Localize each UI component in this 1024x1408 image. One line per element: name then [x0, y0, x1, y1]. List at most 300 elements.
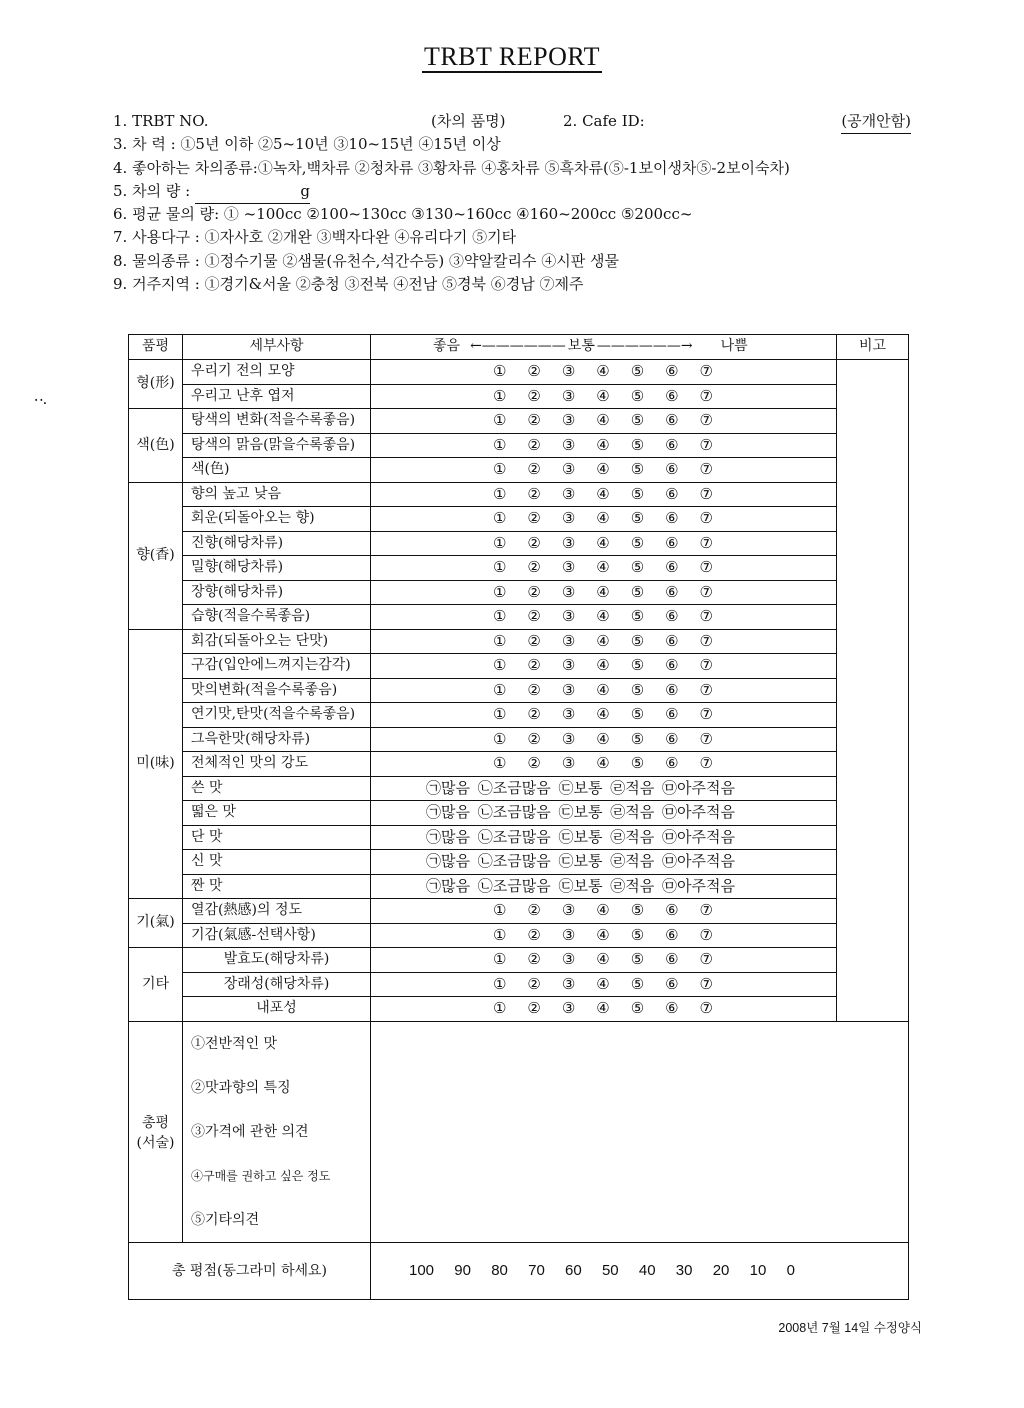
header-category: 품평 — [129, 335, 183, 360]
rating-option[interactable]: ⑤ — [630, 460, 645, 478]
table-row — [129, 580, 909, 605]
table-row — [129, 948, 909, 973]
table-header — [129, 335, 909, 360]
rating-option[interactable]: ② — [527, 925, 541, 944]
rating-options — [493, 507, 713, 531]
item-label: 단 맛 — [183, 825, 371, 850]
table-row — [129, 433, 909, 458]
intensity-options[interactable]: ㉠많음 ㉡조금많음 ㉢보통 ㉣적음 ㉤아주적음 — [426, 876, 735, 895]
item-label: 맛의변화(적을수록좋음) — [183, 678, 371, 703]
rating-option[interactable]: ④ — [596, 582, 610, 601]
header-bad: 나쁨 — [720, 338, 748, 355]
header-note: 비고 — [837, 335, 909, 360]
rating-option[interactable]: ② — [527, 386, 541, 405]
rating-option[interactable]: ④ — [596, 411, 610, 429]
rating-option[interactable]: ④ — [596, 607, 610, 625]
table-row — [129, 654, 909, 679]
score-option[interactable]: 80 — [491, 1261, 508, 1279]
rating-scale[interactable] — [371, 703, 837, 728]
header-detail: 세부사항 — [183, 335, 371, 360]
rating-option[interactable]: ① — [493, 656, 507, 674]
rating-option[interactable]: ⑥ — [665, 705, 679, 723]
rating-option[interactable]: ④ — [596, 386, 610, 405]
rating-option[interactable]: ④ — [596, 705, 610, 723]
rating-scale[interactable] — [371, 923, 837, 948]
rating-option[interactable]: ③ — [561, 484, 576, 503]
rating-scale[interactable] — [371, 384, 837, 409]
rating-options — [493, 924, 713, 948]
rating-scale[interactable] — [371, 678, 837, 703]
rating-option[interactable]: ⑦ — [699, 435, 713, 454]
category-qi: 기(氣) — [129, 899, 183, 948]
rating-option[interactable]: ④ — [596, 950, 610, 968]
rating-option[interactable]: ⑥ — [665, 729, 679, 748]
rating-option[interactable]: ⑥ — [665, 435, 679, 454]
tea-name-label: (차의 품명) — [431, 112, 506, 130]
category-summary — [129, 1021, 183, 1242]
rating-option[interactable]: ⑦ — [699, 705, 713, 723]
rating-option[interactable]: ④ — [596, 460, 610, 478]
rating-option[interactable]: ② — [527, 754, 541, 772]
rating-option[interactable]: ③ — [561, 411, 576, 429]
rating-option[interactable]: ① — [493, 607, 507, 625]
rating-scale[interactable] — [371, 899, 837, 924]
rating-option[interactable]: ④ — [596, 680, 610, 699]
table-row — [129, 997, 909, 1022]
rating-option[interactable]: ⑥ — [665, 974, 679, 993]
rating-option[interactable]: ⑦ — [699, 460, 713, 478]
rating-option[interactable]: ⑥ — [665, 901, 679, 919]
rating-option[interactable]: ② — [527, 656, 541, 674]
rating-options — [493, 973, 713, 997]
rating-option[interactable]: ⑦ — [699, 386, 713, 405]
info-line-8: 8. 물의종류 : ①정수기물 ②샘물(유천수,석간수등) ③약알칼리수 ④시판 생물 — [113, 251, 619, 270]
rating-option[interactable]: ③ — [561, 558, 576, 576]
rating-option[interactable]: ② — [527, 901, 541, 919]
table-row — [129, 629, 909, 654]
rating-option[interactable]: ② — [527, 582, 541, 601]
rating-option[interactable]: ⑤ — [630, 411, 645, 429]
rating-option[interactable]: ③ — [561, 631, 576, 650]
info-line-3: 3. 차 력 : ①5년 이하 ②5~10년 ③10~15년 ④15년 이상 — [113, 135, 501, 154]
item-label: 탕색의 맑음(맑을수록좋음) — [183, 433, 371, 458]
rating-option[interactable]: ② — [527, 411, 541, 429]
rating-option[interactable]: ③ — [561, 656, 576, 674]
item-label: 그윽한맛(해당차류) — [183, 727, 371, 752]
table-row — [129, 556, 909, 581]
rating-option[interactable]: ② — [527, 607, 541, 625]
score-option[interactable]: 0 — [786, 1261, 795, 1279]
cafe-id-label: 2. Cafe ID: — [563, 112, 645, 130]
summary-row — [129, 1021, 909, 1066]
item-label: 짠 맛 — [183, 874, 371, 899]
note-column[interactable] — [837, 360, 909, 1022]
rating-option[interactable]: ③ — [561, 999, 576, 1017]
rating-option[interactable]: ③ — [561, 729, 576, 748]
item-label: 구감(입안에느껴지는감각) — [183, 654, 371, 679]
rating-options — [493, 458, 713, 482]
rating-option[interactable]: ④ — [596, 435, 610, 454]
category-color: 색(色) — [129, 409, 183, 483]
rating-option[interactable]: ④ — [596, 754, 610, 772]
rating-options — [493, 385, 713, 409]
rating-option[interactable]: ④ — [596, 999, 610, 1017]
rating-option[interactable]: ⑥ — [665, 558, 679, 576]
info-line-6: 6. 평균 물의 량: ① ~100cc ②100~130cc ③130~160cc ④160~200cc ⑤200cc~ — [113, 205, 693, 224]
rating-option[interactable]: ① — [493, 460, 507, 478]
rating-option[interactable]: ⑦ — [699, 950, 713, 968]
rating-option[interactable]: ⑥ — [665, 950, 679, 968]
rating-scale[interactable] — [371, 629, 837, 654]
rating-scale[interactable] — [371, 972, 837, 997]
item-label: 습향(적을수록좋음) — [183, 605, 371, 630]
item-label: 우리기 전의 모양 — [183, 360, 371, 385]
rating-option[interactable]: ④ — [596, 925, 610, 944]
table-row — [129, 605, 909, 630]
rating-option[interactable]: ① — [493, 484, 507, 503]
item-label: 진향(해당차류) — [183, 531, 371, 556]
rating-scale[interactable] — [371, 727, 837, 752]
table-row — [129, 752, 909, 777]
rating-option[interactable]: ③ — [561, 582, 576, 601]
intensity-options[interactable]: ㉠많음 ㉡조금많음 ㉢보통 ㉣적음 ㉤아주적음 — [426, 778, 735, 797]
rating-option[interactable]: ② — [527, 362, 541, 380]
header-scale — [371, 335, 837, 360]
rating-option[interactable]: ⑤ — [630, 729, 645, 748]
score-option[interactable]: 100 — [409, 1261, 435, 1279]
rating-option[interactable]: ① — [493, 754, 507, 772]
rating-scale[interactable] — [371, 654, 837, 679]
rating-scale[interactable] — [371, 458, 837, 483]
rating-option[interactable]: ② — [527, 435, 541, 454]
rating-option[interactable]: ② — [527, 460, 541, 478]
category-taste: 미(味) — [129, 629, 183, 899]
rating-options — [493, 581, 713, 605]
rating-options — [493, 654, 713, 678]
rating-option[interactable]: ⑥ — [665, 582, 679, 601]
rating-option[interactable]: ⑤ — [630, 533, 645, 552]
info-line-5 — [113, 180, 923, 203]
rating-option[interactable]: ④ — [596, 656, 610, 674]
item-label: 기감(氣感-선택사항) — [183, 923, 371, 948]
margin-mark: ⠐⠢ — [30, 394, 48, 408]
score-option[interactable]: 70 — [528, 1261, 545, 1279]
rating-options — [493, 360, 713, 384]
rating-scale[interactable] — [371, 874, 837, 899]
rating-option[interactable]: ③ — [561, 901, 576, 919]
rating-option[interactable]: ① — [493, 631, 507, 650]
rating-option[interactable]: ⑤ — [630, 901, 645, 919]
rating-option[interactable]: ④ — [596, 533, 610, 552]
rating-option[interactable]: ⑦ — [699, 974, 713, 993]
intensity-options[interactable]: ㉠많음 ㉡조금많음 ㉢보통 ㉣적음 ㉤아주적음 — [426, 827, 735, 846]
rating-option[interactable]: ⑥ — [665, 999, 679, 1017]
rating-option[interactable]: ⑦ — [699, 582, 713, 601]
rating-option[interactable]: ④ — [596, 729, 610, 748]
rating-option[interactable]: ① — [493, 925, 507, 944]
rating-options — [493, 483, 713, 507]
rating-option[interactable]: ① — [493, 901, 507, 919]
rating-scale[interactable] — [371, 997, 837, 1022]
score-option[interactable]: 30 — [675, 1261, 693, 1279]
item-label: 내포성 — [183, 997, 371, 1022]
rating-option[interactable]: ⑦ — [699, 558, 713, 576]
item-label: 열감(熱感)의 정도 — [183, 899, 371, 924]
tea-amount-field[interactable] — [195, 180, 310, 204]
rating-option[interactable]: ⑤ — [630, 362, 645, 380]
total-score-options — [371, 1242, 909, 1299]
summary-answer-area[interactable] — [371, 1021, 909, 1242]
rating-option[interactable]: ⑤ — [630, 631, 645, 650]
rating-option[interactable]: ② — [527, 680, 541, 699]
category-other: 기타 — [129, 948, 183, 1022]
rating-option[interactable]: ⑤ — [630, 999, 645, 1017]
rating-option[interactable]: ⑥ — [665, 509, 679, 527]
rating-options — [493, 532, 713, 556]
rating-scale[interactable] — [371, 360, 837, 385]
rating-option[interactable]: ⑥ — [665, 754, 679, 772]
rating-option[interactable]: ③ — [561, 533, 576, 552]
info-line-1 — [113, 110, 923, 133]
table-row — [129, 850, 909, 875]
table-row — [129, 874, 909, 899]
rating-option[interactable]: ⑥ — [665, 607, 679, 625]
rating-option[interactable]: ⑥ — [665, 656, 679, 674]
item-label: 색(色) — [183, 458, 371, 483]
rating-option[interactable]: ⑤ — [630, 705, 645, 723]
rating-option[interactable]: ⑦ — [699, 607, 713, 625]
rating-option[interactable]: ① — [493, 950, 507, 968]
rating-options — [493, 556, 713, 580]
rating-option[interactable]: ⑦ — [699, 754, 713, 772]
rating-option[interactable]: ④ — [596, 974, 610, 993]
rating-option[interactable]: ⑥ — [665, 362, 679, 380]
rating-option[interactable]: ③ — [561, 950, 576, 968]
rating-option[interactable]: ④ — [596, 558, 610, 576]
rating-scale[interactable] — [371, 580, 837, 605]
rating-scale[interactable] — [371, 850, 837, 875]
rating-option[interactable]: ① — [493, 435, 507, 454]
rating-option[interactable]: ③ — [561, 386, 576, 405]
rating-option[interactable]: ③ — [561, 435, 576, 454]
rating-option[interactable]: ④ — [596, 362, 610, 380]
rating-option[interactable]: ① — [493, 533, 507, 552]
rating-option[interactable]: ⑥ — [665, 533, 679, 552]
rating-option[interactable]: ③ — [561, 460, 576, 478]
rating-option[interactable]: ③ — [561, 509, 576, 527]
summary-item: ④구매를 권하고 싶은 정도 — [183, 1154, 371, 1198]
rating-option[interactable]: ③ — [561, 754, 576, 772]
rating-option[interactable]: ③ — [561, 680, 576, 699]
rating-option[interactable]: ⑤ — [630, 386, 645, 405]
rating-option[interactable]: ⑥ — [665, 925, 679, 944]
table-row — [129, 360, 909, 385]
summary-label-1: 총평 — [141, 1114, 170, 1131]
rating-option[interactable]: ⑦ — [699, 509, 713, 527]
item-label: 향의 높고 낮음 — [183, 482, 371, 507]
rating-option[interactable]: ② — [527, 533, 541, 552]
private-label: (공개안함) — [841, 110, 911, 134]
rating-options — [493, 752, 713, 776]
table-row — [129, 384, 909, 409]
rating-option[interactable]: ⑦ — [699, 729, 713, 748]
rating-option[interactable]: ③ — [561, 974, 576, 993]
rating-scale[interactable] — [371, 556, 837, 581]
rating-option[interactable]: ② — [527, 974, 541, 993]
rating-option[interactable]: ① — [493, 558, 507, 576]
rating-option[interactable]: ① — [493, 974, 507, 993]
intensity-options[interactable]: ㉠많음 ㉡조금많음 ㉢보통 ㉣적음 ㉤아주적음 — [426, 803, 735, 821]
rating-option[interactable]: ⑤ — [630, 680, 645, 699]
rating-option[interactable]: ⑦ — [699, 362, 713, 380]
score-option[interactable]: 10 — [749, 1261, 767, 1279]
rating-option[interactable]: ① — [493, 582, 507, 601]
rating-scale[interactable] — [371, 825, 837, 850]
rating-option[interactable]: ② — [527, 999, 541, 1017]
rating-option[interactable]: ⑥ — [665, 411, 679, 429]
rating-scale[interactable] — [371, 482, 837, 507]
rating-option[interactable]: ① — [493, 509, 507, 527]
header-arrow-left: ←—————— — [470, 338, 566, 355]
rating-option[interactable]: ③ — [561, 607, 576, 625]
table-row — [129, 923, 909, 948]
table-row — [129, 458, 909, 483]
rating-option[interactable]: ⑦ — [699, 533, 713, 552]
info-line-7: 7. 사용다구 : ①자사호 ②개완 ③백자다완 ④유리다기 ⑤기타 — [113, 228, 517, 247]
score-option[interactable]: 50 — [601, 1261, 619, 1279]
table-row — [129, 531, 909, 556]
rating-option[interactable]: ⑦ — [699, 631, 713, 650]
header-good: 좋음 — [433, 338, 461, 355]
table-row — [129, 801, 909, 826]
rating-option[interactable]: ④ — [596, 509, 610, 527]
summary-label-2: (서술) — [136, 1134, 175, 1151]
rating-option[interactable]: ④ — [596, 901, 610, 919]
rating-option[interactable]: ① — [493, 729, 507, 748]
rating-option[interactable]: ⑤ — [630, 607, 645, 625]
total-score-label: 총 평점(동그라미 하세요) — [129, 1242, 371, 1299]
rating-options — [493, 409, 713, 433]
score-option[interactable]: 90 — [454, 1261, 471, 1279]
rating-option[interactable]: ⑤ — [630, 974, 645, 993]
rating-option[interactable]: ① — [493, 680, 507, 699]
total-score-row — [129, 1242, 909, 1299]
rating-option[interactable]: ⑦ — [699, 411, 713, 429]
score-option[interactable]: 60 — [565, 1261, 582, 1279]
summary-item: ⑤기타의견 — [183, 1198, 371, 1243]
item-label: 우리고 난후 엽저 — [183, 384, 371, 409]
rating-option[interactable]: ② — [527, 950, 541, 968]
rating-option[interactable]: ③ — [561, 925, 576, 944]
rating-option[interactable]: ⑥ — [665, 631, 679, 650]
rating-option[interactable]: ⑤ — [630, 509, 645, 527]
rating-options — [493, 899, 713, 923]
header-normal: 보통 — [567, 338, 595, 355]
rating-option[interactable]: ① — [493, 386, 507, 405]
rating-option[interactable]: ② — [527, 631, 541, 650]
rating-scale[interactable] — [371, 433, 837, 458]
rating-option[interactable]: ⑥ — [665, 460, 679, 478]
rating-option[interactable]: ⑤ — [630, 754, 645, 772]
rating-option[interactable]: ④ — [596, 484, 610, 503]
rating-scale[interactable] — [371, 507, 837, 532]
rating-option[interactable]: ⑤ — [630, 950, 645, 968]
rating-option[interactable]: ① — [493, 411, 507, 429]
rating-option[interactable]: ⑦ — [699, 484, 713, 503]
rating-option[interactable]: ③ — [561, 362, 576, 380]
table-row — [129, 899, 909, 924]
rating-option[interactable]: ⑦ — [699, 680, 713, 699]
rating-option[interactable]: ⑥ — [665, 484, 679, 503]
rating-option[interactable]: ⑤ — [630, 925, 645, 944]
rating-option[interactable]: ⑦ — [699, 999, 713, 1017]
summary-item: ②맛과향의 특징 — [183, 1066, 371, 1110]
rating-option[interactable]: ② — [527, 509, 541, 527]
item-label: 발효도(해당차류) — [183, 948, 371, 973]
rating-options — [493, 630, 713, 654]
trbt-no-label: 1. TRBT NO. — [113, 112, 209, 130]
table-row — [129, 972, 909, 997]
item-label: 떫은 맛 — [183, 801, 371, 826]
item-label: 회감(되돌아오는 단맛) — [183, 629, 371, 654]
rating-option[interactable]: ⑦ — [699, 925, 713, 944]
rating-scale[interactable] — [371, 948, 837, 973]
rating-options — [493, 728, 713, 752]
info-line-9: 9. 거주지역 : ①경기&서울 ②충청 ③전북 ④전남 ⑤경북 ⑥경남 ⑦제주 — [113, 275, 584, 294]
rating-option[interactable]: ④ — [596, 631, 610, 650]
rating-option[interactable]: ② — [527, 484, 541, 503]
rating-option[interactable]: ⑦ — [699, 901, 713, 919]
table-row — [129, 507, 909, 532]
rating-scale[interactable] — [371, 776, 837, 801]
score-option[interactable]: 20 — [712, 1261, 730, 1279]
rating-option[interactable]: ⑤ — [630, 656, 645, 674]
table-row — [129, 825, 909, 850]
rating-option[interactable]: ⑤ — [630, 582, 645, 601]
report-title: TRBT REPORT — [423, 42, 601, 71]
rating-scale[interactable] — [371, 605, 837, 630]
rating-option[interactable]: ① — [493, 999, 507, 1017]
rating-option[interactable]: ① — [493, 705, 507, 723]
summary-item: ③가격에 관한 의견 — [183, 1110, 371, 1154]
respondent-info — [113, 110, 923, 296]
rating-option[interactable]: ② — [527, 558, 541, 576]
rating-option[interactable]: ② — [527, 705, 541, 723]
rating-options — [493, 703, 713, 727]
info-line-4: 4. 좋아하는 차의종류:①녹차,백차류 ②청차류 ③황차류 ④홍차류 ⑤흑차류(⑤-1보이생차⑤-2보이숙차) — [113, 158, 790, 177]
rating-option[interactable]: ⑥ — [665, 386, 679, 405]
rating-option[interactable]: ① — [493, 362, 507, 380]
summary-item: ①전반적인 맛 — [183, 1021, 371, 1066]
rating-scale[interactable] — [371, 801, 837, 826]
category-aroma: 향(香) — [129, 482, 183, 629]
rating-option[interactable]: ③ — [561, 705, 576, 723]
rating-option[interactable]: ⑥ — [665, 680, 679, 699]
intensity-options[interactable]: ㉠많음 ㉡조금많음 ㉢보통 ㉣적음 ㉤아주적음 — [426, 852, 735, 870]
rating-option[interactable]: ⑤ — [630, 484, 645, 503]
table-row — [129, 678, 909, 703]
item-label: 회운(되돌아오는 향) — [183, 507, 371, 532]
rating-option[interactable]: ② — [527, 729, 541, 748]
rating-scale[interactable] — [371, 409, 837, 434]
rating-option[interactable]: ⑤ — [630, 435, 645, 454]
item-label: 장향(해당차류) — [183, 580, 371, 605]
rating-option[interactable]: ⑦ — [699, 656, 713, 674]
score-option[interactable]: 40 — [638, 1261, 656, 1279]
rating-scale[interactable] — [371, 752, 837, 777]
rating-scale[interactable] — [371, 531, 837, 556]
rating-option[interactable]: ⑤ — [630, 558, 645, 576]
